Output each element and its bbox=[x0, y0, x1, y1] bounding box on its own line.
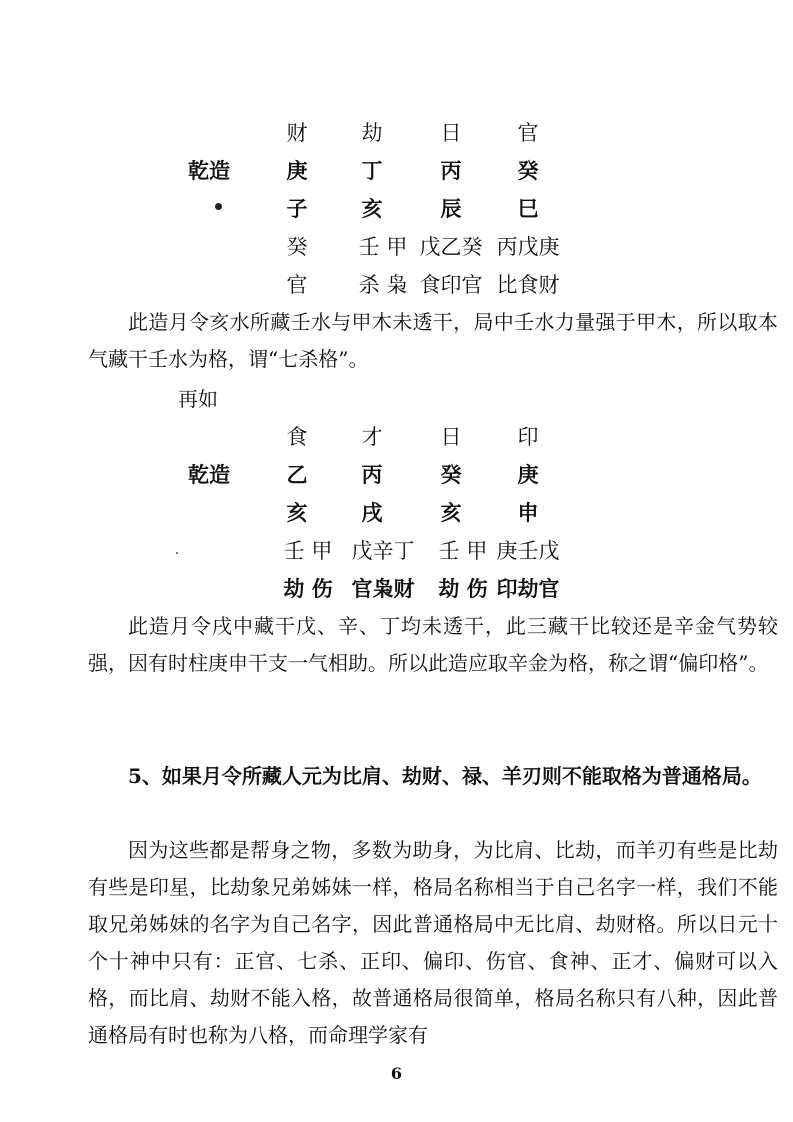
chart-cell: 戊辛丁 bbox=[351, 539, 415, 563]
chart-cell: 庚壬戊 bbox=[496, 539, 560, 563]
chart-cell: 壬 甲 bbox=[358, 235, 408, 259]
chart-cell: 杀 枭 bbox=[358, 273, 408, 297]
chart-cell: 戌 bbox=[361, 500, 383, 525]
chart-label: 乾造 bbox=[188, 158, 230, 183]
again-label: 再如 bbox=[178, 387, 218, 411]
chart-cell: 财 bbox=[286, 121, 308, 145]
chart-cell: 亥 bbox=[286, 500, 308, 525]
chart-cell: 癸 bbox=[517, 158, 539, 183]
chart-cell: 官 bbox=[286, 273, 308, 297]
chart-cell: 庚 bbox=[286, 158, 308, 183]
chart-row-branches bbox=[0, 194, 793, 224]
chart-cell: 日 bbox=[440, 425, 462, 449]
chart-cell: 辰 bbox=[440, 196, 462, 221]
chart-cell: 巳 bbox=[517, 196, 539, 221]
page-number: 6 bbox=[390, 1064, 403, 1083]
chart-cell: 劫 伤 bbox=[283, 576, 333, 601]
chart-row-hidden-gods bbox=[0, 270, 793, 300]
chart-row-ten-gods bbox=[0, 118, 793, 148]
chart-cell: 子 bbox=[286, 196, 308, 221]
chart-cell: 劫 bbox=[361, 121, 383, 145]
chart-cell: 丙戊庚 bbox=[496, 235, 560, 259]
chart-cell: 戊乙癸 bbox=[419, 235, 483, 259]
chart-cell: 才 bbox=[361, 425, 383, 449]
chart-row-ten-gods bbox=[0, 422, 793, 452]
chart-cell: 食 bbox=[286, 425, 308, 449]
paragraph-3: 因为这些都是帮身之物，多数为助身，为比肩、比劫，而羊刃有些是比劫有些是印星，比劫象兄弟姊妹一样，格局名称相当于自己名字一样，我们不能取兄弟姊妹的名字为自己名字，因此普通格局中无比肩、劫财格。所以日元十个十神中只有：正官、七杀、正印、偏印、伤官、食神、正才、偏财可以入格，而比肩、劫财不能入格，故普通格局很简单，格局名称只有八种，因此普通格局有时也称为八格，而命理学家有 bbox=[88, 838, 778, 1047]
chart-cell: 乙 bbox=[286, 462, 308, 487]
scan-speck bbox=[176, 552, 178, 554]
chart-cell: 壬 甲 bbox=[438, 539, 488, 563]
paragraph-2: 此造月令戌中藏干戊、辛、丁均未透干，此三藏干比较还是辛金气势较强，因有时柱庚申干支一气相助。所以此造应取辛金为格，称之谓“偏印格”。 bbox=[88, 614, 778, 675]
chart-cell: 丙 bbox=[440, 158, 462, 183]
chart-row-hidden-gods bbox=[0, 574, 793, 604]
chart-cell: 亥 bbox=[361, 196, 383, 221]
chart-cell: 比食财 bbox=[496, 273, 560, 297]
chart-row-hidden-stems bbox=[0, 232, 793, 262]
chart-cell: 官枭财 bbox=[351, 576, 415, 601]
section-5-heading: 5、如果月令所藏人元为比肩、劫财、禄、羊刃则不能取格为普通格局。 bbox=[128, 764, 762, 788]
chart-row-stems bbox=[0, 156, 793, 186]
paragraph-1: 此造月令亥水所藏壬水与甲木未透干，局中壬水力量强于甲木，所以取本气藏干壬水为格，谓“七杀格”。 bbox=[88, 310, 778, 371]
chart-row-stems bbox=[0, 460, 793, 490]
chart-cell: 劫 伤 bbox=[438, 576, 488, 601]
chart-cell: 癸 bbox=[440, 462, 462, 487]
chart-row-hidden-stems bbox=[0, 536, 793, 566]
chart-cell: 食印官 bbox=[419, 273, 483, 297]
chart-cell: 印 bbox=[517, 425, 539, 449]
chart-row-branches bbox=[0, 498, 793, 528]
chart-cell: 日 bbox=[440, 121, 462, 145]
chart-cell: 官 bbox=[517, 121, 539, 145]
chart-cell: 丙 bbox=[361, 462, 383, 487]
chart-cell: 申 bbox=[517, 500, 539, 525]
chart-label: 乾造 bbox=[188, 462, 230, 487]
scan-dot bbox=[215, 203, 222, 210]
chart-cell: 印劫官 bbox=[496, 576, 560, 601]
chart-cell: 亥 bbox=[440, 500, 462, 525]
chart-cell: 壬 甲 bbox=[283, 539, 333, 563]
chart-cell: 丁 bbox=[361, 158, 383, 183]
chart-cell: 癸 bbox=[286, 235, 308, 259]
chart-cell: 庚 bbox=[517, 462, 539, 487]
